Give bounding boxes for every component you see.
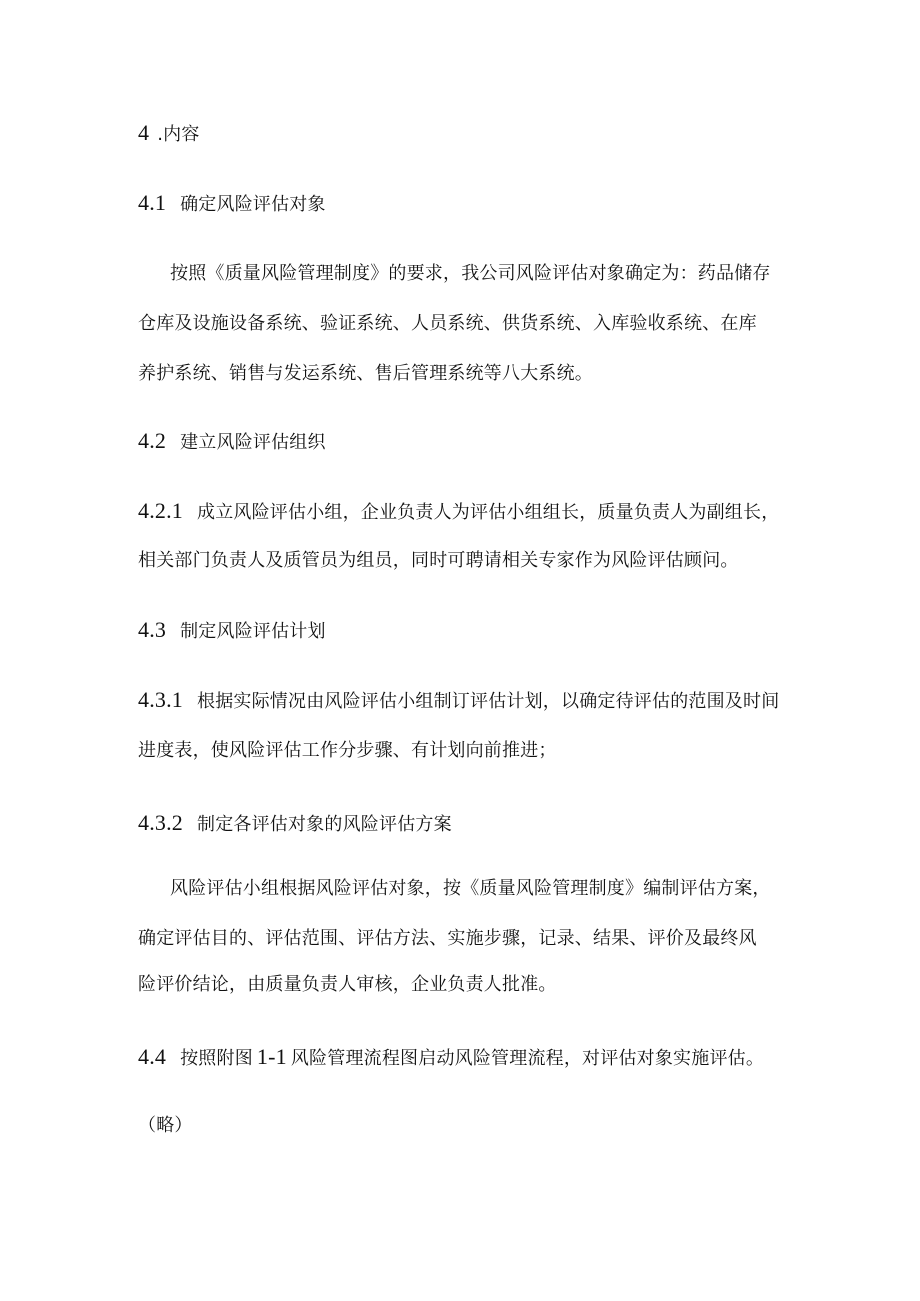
section-text-post: 风险管理流程图启动风险管理流程，对评估对象实施评估。 xyxy=(290,1048,765,1069)
section-4-2-1-line-2: 相关部门负责人及质管员为组员，同时可聘请相关专家作为风险评估顾问。 xyxy=(138,550,739,571)
section-title: 确定风险评估对象 xyxy=(180,194,326,215)
section-number: 4.3.1 xyxy=(138,687,183,712)
section-text: 根据实际情况由风险评估小组制订评估计划，以确定待评估的范围及时间 xyxy=(197,691,780,712)
paragraph-4-3-2-line-1: 风险评估小组根据风险评估对象，按《质量风险管理制度》编制评估方案， xyxy=(170,878,771,899)
section-number: 4.3.2 xyxy=(138,810,183,835)
paragraph-4-1-line-2: 仓库及设施设备系统、验证系统、人员系统、供货系统、入库验收系统、在库 xyxy=(138,313,757,334)
figure-reference: 1-1 xyxy=(256,1044,287,1069)
section-text-pre: 按照附图 xyxy=(180,1048,253,1069)
section-4-3-1-line-2: 进度表，使风险评估工作分步骤、有计划向前推进； xyxy=(138,740,557,761)
section-4-heading xyxy=(138,121,200,147)
section-4-2-heading xyxy=(138,429,326,455)
paragraph-4-1-line-1: 按照《质量风险管理制度》的要求，我公司风险评估对象确定为：药品储存 xyxy=(170,263,771,284)
section-number: 4.4 xyxy=(138,1044,167,1069)
section-number: 4 xyxy=(138,120,150,145)
paragraph-4-3-2-line-3: 险评价结论，由质量负责人审核，企业负责人批准。 xyxy=(138,974,557,995)
omitted-note: （略） xyxy=(138,1115,193,1136)
section-title: 制定各评估对象的风险评估方案 xyxy=(197,814,452,835)
section-4-3-1-line-1 xyxy=(138,688,779,714)
section-number: 4.3 xyxy=(138,617,167,642)
section-4-3-2-heading xyxy=(138,811,452,837)
section-title: 建立风险评估组织 xyxy=(180,432,326,453)
section-title: 制定风险评估计划 xyxy=(180,621,326,642)
paragraph-4-1-line-3: 养护系统、销售与发运系统、售后管理系统等八大系统。 xyxy=(138,363,593,384)
section-title: .内容 xyxy=(157,124,200,145)
section-4-4-line xyxy=(138,1045,764,1071)
section-4-2-1-line-1 xyxy=(138,499,779,525)
section-4-1-heading xyxy=(138,191,326,217)
section-text: 成立风险评估小组，企业负责人为评估小组组长，质量负责人为副组长， xyxy=(197,502,780,523)
section-number: 4.2 xyxy=(138,428,167,453)
section-number: 4.2.1 xyxy=(138,498,183,523)
paragraph-4-3-2-line-2: 确定评估目的、评估范围、评估方法、实施步骤，记录、结果、评价及最终风 xyxy=(138,928,757,949)
section-4-3-heading xyxy=(138,618,326,644)
section-number: 4.1 xyxy=(138,190,167,215)
